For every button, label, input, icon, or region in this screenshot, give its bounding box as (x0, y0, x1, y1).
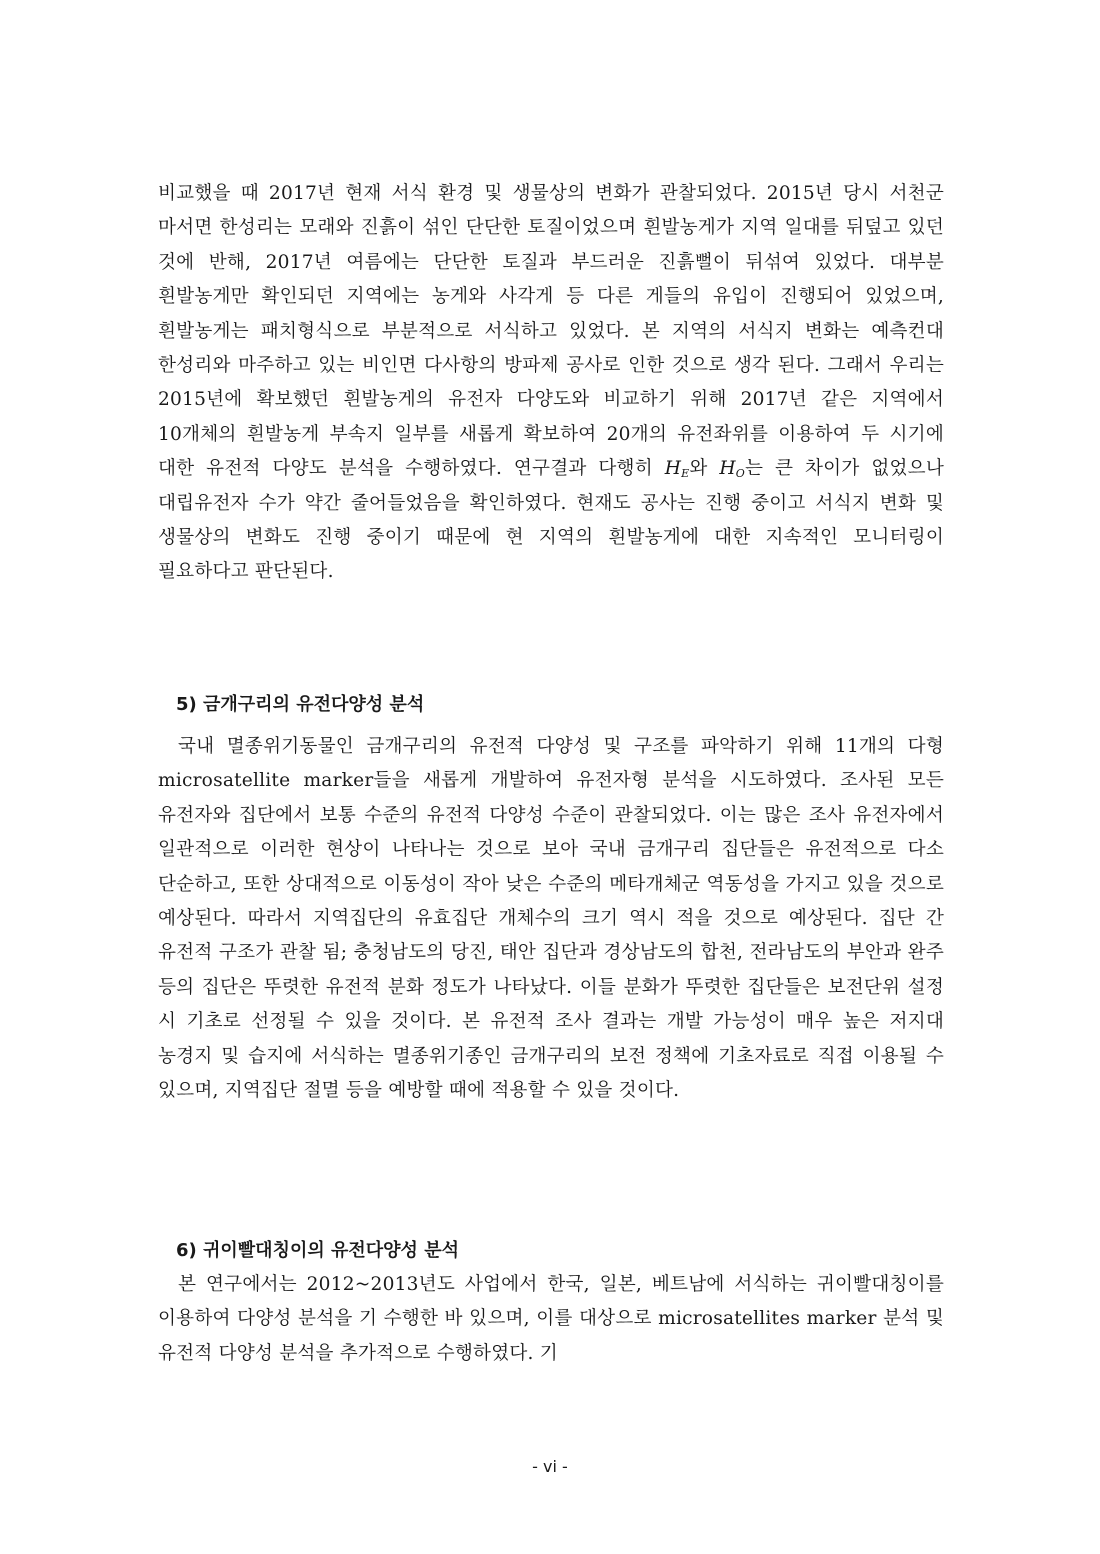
section-5-paragraph: 국내 멸종위기동물인 금개구리의 유전적 다양성 및 구조를 파악하기 위해 11개의 다형 microsatellite marker들을 새롭게 개발하여 유전자형 분석을 시도하였다. 조사된 모든 유전자와 집단에서 보통 수준의 유전적 다양성 수준이 관찰되었다. 이는 많은 조사 유전자에서 일관적으로 이러한 현상이 나타나는 것으로 보아 국내 금개구리 집단들은 유전적으로 다소 단순하고, 또한 상대적으로 이동성이 작아 낮은 수준의 메타개체군 역동성을 가지고 있을 것으로 예상된다. 따라서 지역집단의 유효집단 개체수의 크기 역시 적을 것으로 예상된다. 집단 간 유전적 구조가 관찰 됨; 충청남도의 당진, 태안 집단과 경상남도의 합천, 전라남도의 부안과 완주 등의 집단은 뚜렷한 유전적 분화 정도가 나타났다. 이들 분화가 뚜렷한 집단들은 보전단위 설정 시 기초로 선정될 수 있을 것이다. 본 유전적 조사 결과는 개발 가능성이 매우 높은 저지대 농경지 및 습지에 서식하는 멸종위기종인 금개구리의 보전 정책에 기초자료로 직접 이용될 수 있으며, 지역집단 절멸 등을 예방할 때에 적용할 수 있을 것이다. (158, 736, 944, 1102)
intro-paragraph (158, 177, 944, 590)
section-5-heading: 5) 금개구리의 유전다양성 분석 (176, 694, 425, 715)
intro-text-part-c: 는 큰 차이가 없었으나 대립유전자 수가 약간 줄어들었음을 확인하였다. 현재도 공사는 진행 중이고 서식지 변화 및 생물상의 변화도 진행 중이기 때문에 현 지역의 흰발농게에 대한 지속적인 모니터링이 필요하다고 판단된다. (158, 458, 944, 583)
section-6-paragraph: 본 연구에서는 2012~2013년도 사업에서 한국, 일본, 베트남에 서식하는 귀이빨대칭이를 이용하여 다양성 분석을 기 수행한 바 있으며, 이를 대상으로 microsatellites marker 분석 및 유전적 다양성 분석을 추가적으로 수행하였다. 기 (158, 1274, 944, 1364)
ho-letter: H (719, 458, 736, 480)
intro-text-part-b: 와 (689, 458, 720, 480)
he-symbol (665, 458, 690, 479)
ho-subscript: O (735, 467, 746, 481)
he-letter: H (664, 458, 682, 480)
ho-symbol (719, 458, 745, 479)
intro-text-part-a: 비교했을 때 2017년 현재 서식 환경 및 생물상의 변화가 관찰되었다. 2015년 당시 서천군 마서면 한성리는 모래와 진흙이 섞인 단단한 토질이었으며 흰발농게가 지역 일대를 뒤덮고 있던 것에 반해, 2017년 여름에는 단단한 토질과 부드러운 진흙뻘이 뒤섞여 있었다. 대부분 흰발농게만 확인되던 지역에는 농게와 사각게 등 다른 게들의 유입이 진행되어 있었으며, 흰발농게는 패치형식으로 부분적으로 서식하고 있었다. 본 지역의 서식지 변화는 예측컨대 한성리와 마주하고 있는 비인면 다사항의 방파제 공사로 인한 것으로 생각 된다. 그래서 우리는 2015년에 확보했던 흰발농게의 유전자 다양도와 비교하기 위해 2017년 같은 지역에서 10개체의 흰발농게 부속지 일부를 새롭게 확보하여 20개의 유전좌위를 이용하여 두 시기에 대한 유전적 다양도 분석을 수행하였다. 연구결과 다행히 (158, 183, 944, 480)
section-6-heading: 6) 귀이빨대칭이의 유전다양성 분석 (176, 1240, 459, 1261)
page-number: - vi - (532, 1457, 568, 1476)
he-subscript: E (681, 467, 690, 481)
